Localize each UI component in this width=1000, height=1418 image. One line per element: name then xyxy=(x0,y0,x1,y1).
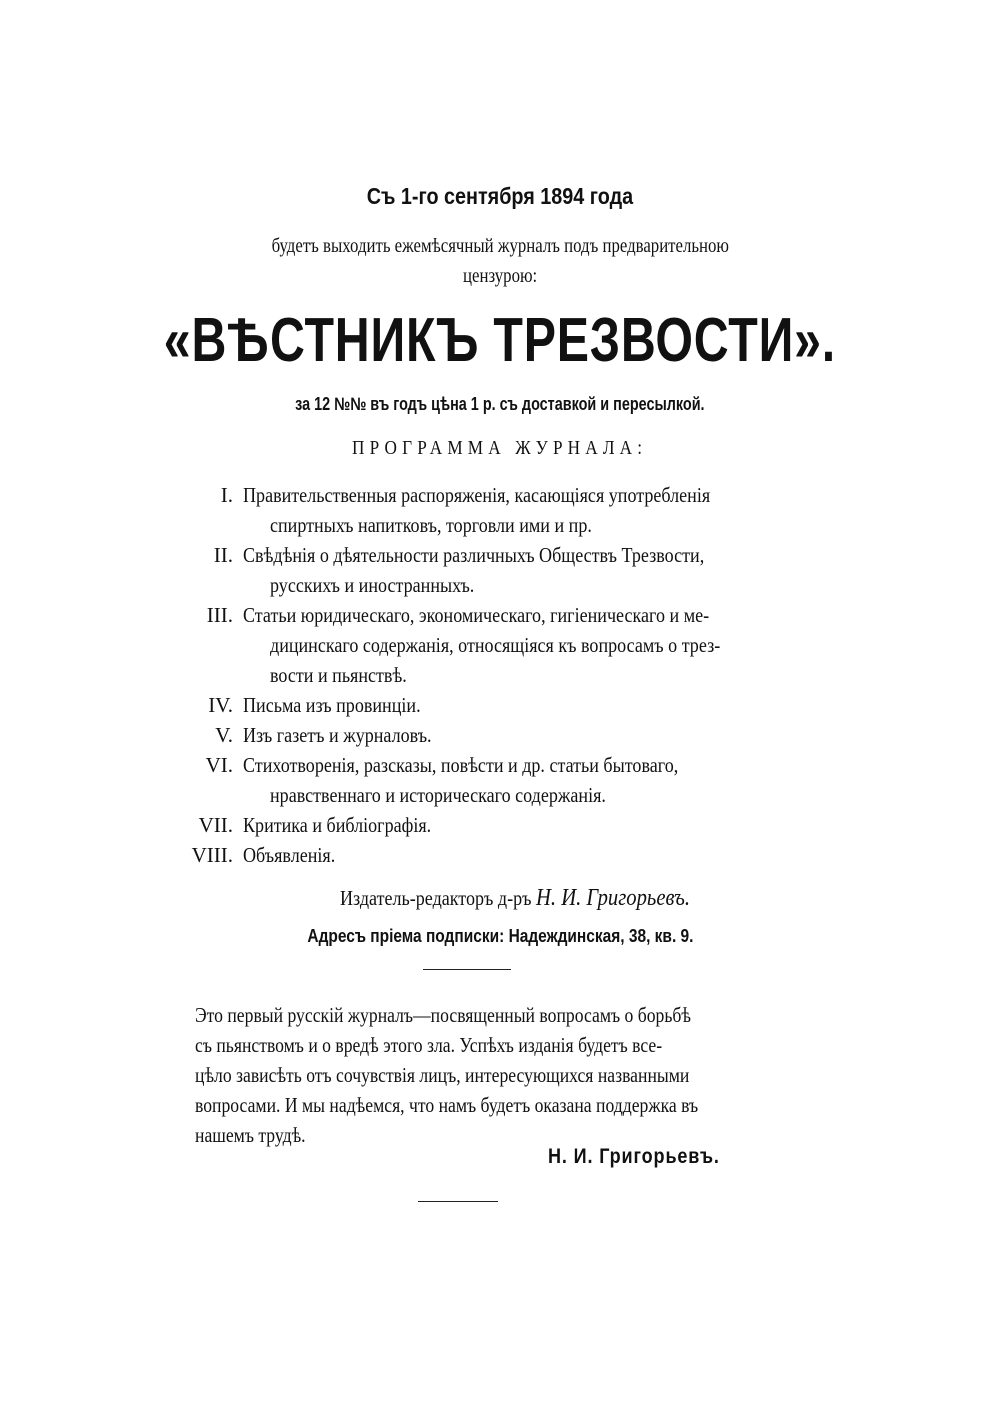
intro-line-1 xyxy=(0,235,1000,258)
program-item-6-line-1: Стихотворенія, разсказы, повѣсти и др. статьи бытоваго, xyxy=(243,753,679,777)
program-item-8-number: VIII. xyxy=(191,843,233,867)
subscription-address xyxy=(0,926,1000,947)
program-item-1-number: I. xyxy=(220,483,233,507)
signature: Н. И. Григорьевъ. xyxy=(548,1145,720,1168)
divider-rule-bottom xyxy=(418,1201,498,1202)
program-item-1-line-2: спиртныхъ напитковъ, торговли ими и пр. xyxy=(270,513,592,537)
publisher-label: Издатель-редакторъ д-ръ xyxy=(340,886,532,910)
program-item-2-number: II. xyxy=(213,543,233,567)
program-item-3-line-1: Статьи юридическаго, экономическаго, гигіеническаго и ме- xyxy=(243,603,710,627)
publisher-line xyxy=(340,885,690,912)
program-item-1-line-1: Правительственныя распоряженія, касающіяся употребленія xyxy=(243,483,711,507)
headline xyxy=(0,183,1000,210)
journal-title-text: «ВѢСТНИКЪ ТРЕЗВОСТИ». xyxy=(163,306,837,375)
closing-line-3: цѣло зависѣть отъ сочувствія лицъ, интересующихся названными xyxy=(195,1063,690,1087)
program-item-6-line-2: нравственнаго и историческаго содержанія. xyxy=(270,783,606,807)
program-item-2-line-1: Свѣдѣнія о дѣятельности различныхъ Обществъ Трезвости, xyxy=(243,543,705,567)
program-item-7-number: VII. xyxy=(198,813,233,837)
program-item-8-line-1: Объявленія. xyxy=(243,843,336,867)
program-item-3-number: III. xyxy=(206,603,233,627)
divider-rule-top xyxy=(423,969,511,970)
intro-text-1: будетъ выходить ежемѣсячный журналъ подъ предварительною xyxy=(271,235,729,257)
headline-text: Съ 1-го сентября 1894 года xyxy=(366,183,634,209)
price-line xyxy=(0,394,1000,415)
program-heading-text: ПРОГРАММА ЖУРНАЛА: xyxy=(352,437,648,459)
closing-line-1: Это первый русскій журналъ—посвященный вопросамъ о борьбѣ xyxy=(195,1003,691,1027)
intro-text-2: цензурою: xyxy=(462,265,538,287)
journal-title xyxy=(0,305,1000,376)
program-item-4-number: IV. xyxy=(208,693,233,717)
closing-line-2: съ пьянствомъ и о вредѣ этого зла. Успѣхъ изданія будетъ все- xyxy=(195,1033,663,1057)
closing-line-4: вопросами. И мы надѣемся, что намъ будетъ оказана поддержка въ xyxy=(195,1093,699,1117)
subscription-address-text: Адресъ пріема подписки: Надеждинская, 38, кв. 9. xyxy=(306,926,694,946)
program-heading xyxy=(0,437,1000,460)
program-item-2-line-2: русскихъ и иностранныхъ. xyxy=(270,573,475,597)
program-item-4-line-1: Письма изъ провинціи. xyxy=(243,693,421,717)
program-item-7-line-1: Критика и библіографія. xyxy=(243,813,432,837)
program-item-3-line-3: вости и пьянствѣ. xyxy=(270,663,407,687)
program-item-3-line-2: дицинскаго содержанія, относящіяся къ вопросамъ о трез- xyxy=(270,633,721,657)
intro-line-2 xyxy=(0,265,1000,288)
price-line-text: за 12 №№ въ годъ цѣна 1 р. съ доставкой и пересылкой. xyxy=(295,394,705,414)
publisher-name: Н. И. Григорьевъ. xyxy=(535,885,691,911)
program-item-6-number: VI. xyxy=(205,753,233,777)
program-item-5-line-1: Изъ газетъ и журналовъ. xyxy=(243,723,432,747)
closing-line-5: нашемъ трудѣ. xyxy=(195,1123,306,1147)
program-item-5-number: V. xyxy=(215,723,233,747)
